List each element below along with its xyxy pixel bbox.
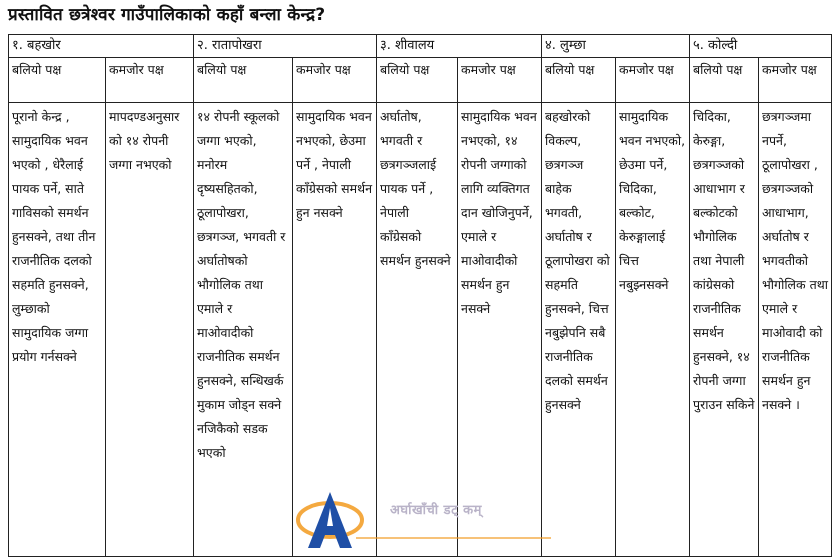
location-header-koldi: ५. कोल्दी [690,35,832,58]
weak-label: कमजोर पक्ष [759,58,832,103]
watermark-text: अर्घाखाँची डट् कम् [390,503,482,518]
strong-label: बलियो पक्ष [542,58,616,103]
weak-label: कमजोर पक्ष [616,58,690,103]
location-header-ratapokhara: २. रातापोखरा [194,35,377,58]
lumchha-weak-cell: सामुदायिक भवन नभएको, छेउमा पर्ने, चिदिका, बल्कोट, केरुङ्गालाई चित्त नबुझ्नसक्ने [616,103,690,557]
strong-label: बलियो पक्ष [9,58,106,103]
bahkhor-weak-cell: मापदण्डअनुसार को १४ रोपनी जग्गा नभएको [106,103,194,557]
strong-label: बलियो पक्ष [690,58,759,103]
weak-label: कमजोर पक्ष [293,58,377,103]
shivalaya-strong-cell: अर्घातोष, भगवती र छत्रगञ्जलाई पायक पर्ने , नेपाली काँग्रेसको समर्थन हुनसक्ने [377,103,458,557]
koldi-strong-cell: चिदिका, केरुङ्गा, छत्रगञ्जको आधाभाग र बल्कोटको भौगोलिक तथा नेपाली कांग्रेसको राजनीतिक समर्थन हुनसक्ने, १४ रोपनी जग्गा पुराउन सकिने [690,103,759,557]
ratapokhara-weak-cell: सामुदायिक भवन नभएको, छेउमा पर्ने , नेपाली काँग्रेसको समर्थन हुन नसक्ने [293,103,377,557]
strong-label: बलियो पक्ष [377,58,458,103]
location-header-shivalaya: ३. शीवालय [377,35,542,58]
location-header-lumchha: ४. लुम्छा [542,35,690,58]
strong-label: बलियो पक्ष [194,58,293,103]
bahkhor-strong-cell: पूरानो केन्द्र , सामुदायिक भवन भएको , धेरैलाई पायक पर्ने, साते गाविसको समर्थन हुनसक्ने, तथा तीन राजनीतिक दलको सहमति हुनसक्ने, लुम्छाको सामुदायिक जग्गा प्रयोग गर्नसक्ने [9,103,106,557]
comparison-table [8,34,832,557]
weak-label: कमजोर पक्ष [458,58,542,103]
weak-label: कमजोर पक्ष [106,58,194,103]
location-header-bahkhor: १. बहखोर [9,35,194,58]
ratapokhara-strong-cell: १४ रोपनी स्कूलको जग्गा भएको, मनोरम दृष्यसहितको, ठूलापोखरा, छत्रगञ्ज, भगवती र अर्घातोषको भौगोलिक तथा एमाले र माओवादीको राजनीतिक समर्थन हुनसक्ने, सन्धिखर्क मुकाम जोड्न सक्ने नजिकैको सडक भएको [194,103,293,557]
koldi-weak-cell: छत्रगञ्जमा नपर्ने, ठूलापोखरा , छत्रगञ्जको आधाभाग, अर्घातोष र भगवतीको भौगोलिक तथा एमाले र माओवादी को राजनीतिक समर्थन हुन नसक्ने । [759,103,832,557]
lumchha-strong-cell: बहखोरको विकल्प, छत्रगञ्ज बाहेक भगवती, अर्घातोष र ठूलापोखरा को सहमति हुनसक्ने, चित्त नबुझेपनि सबै राजनीतिक दलको समर्थन हुनसक्ने [542,103,616,557]
page-title: प्रस्तावित छत्रेश्वर गाउँपालिकाको कहाँ बन्ला केन्द्र? [8,5,326,25]
shivalaya-weak-cell: सामुदायिक भवन नभएको, १४ रोपनी जग्गाको लागि व्यक्तिगत दान खोजिनुपर्ने, एमाले र माओवादीको समर्थन हुन नसक्ने [458,103,542,557]
